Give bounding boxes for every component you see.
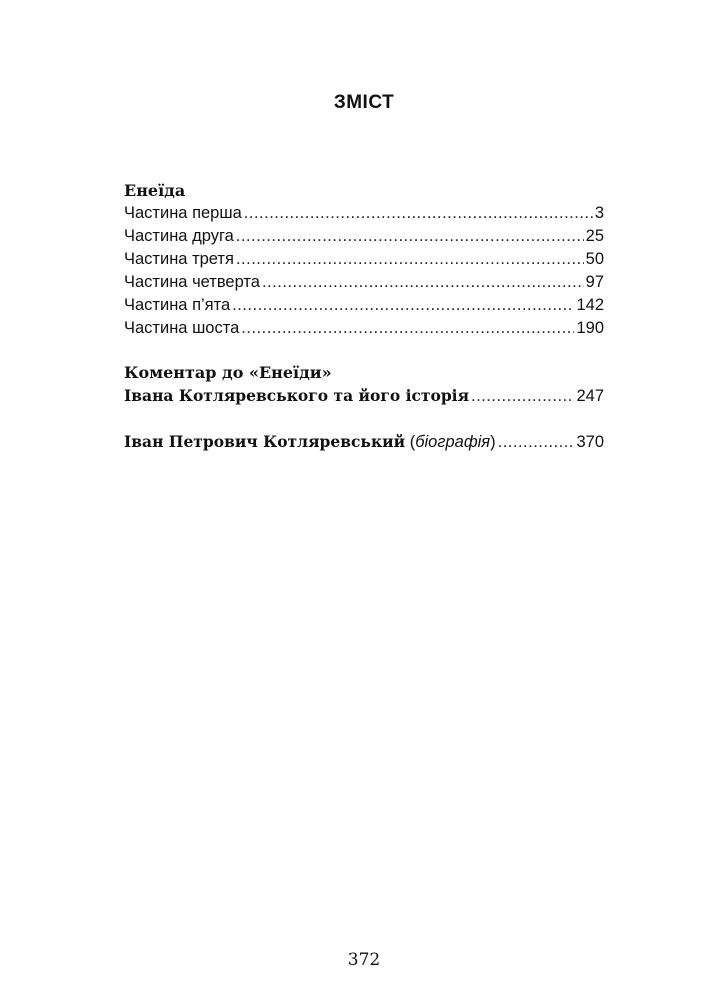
table-of-contents	[124, 180, 604, 454]
dot-leader	[498, 431, 575, 454]
toc-entry-page: 142	[576, 296, 604, 314]
toc-entry-label: Частина шоста	[124, 319, 240, 337]
toc-entry-commentary[interactable]	[124, 384, 604, 408]
dot-leader	[236, 225, 584, 248]
dot-leader	[236, 248, 584, 271]
toc-entry-label: Частина п’ята	[124, 296, 231, 314]
spacer	[124, 340, 604, 362]
page-number: 372	[347, 950, 381, 970]
toc-entry[interactable]	[124, 202, 604, 225]
toc-entry-page: 50	[585, 250, 604, 268]
toc-entry-label: Івана Котляревського та його історія	[124, 386, 470, 405]
toc-entry-label: Частина четверта	[124, 273, 260, 291]
toc-entry[interactable]	[124, 294, 604, 317]
spacer	[124, 408, 604, 430]
toc-entry[interactable]	[124, 248, 604, 271]
toc-entry-page: 370	[576, 433, 604, 451]
dot-leader	[471, 385, 574, 408]
section-title-commentary: Коментар до «Енеїди»	[124, 363, 332, 382]
dot-leader	[244, 202, 593, 225]
section-title-eneida: Енеїда	[124, 181, 186, 200]
page-title: ЗМІСТ	[333, 92, 395, 113]
author-name: Іван Петрович Котляревський	[124, 432, 406, 451]
toc-entry[interactable]	[124, 317, 604, 340]
toc-entry[interactable]	[124, 271, 604, 294]
toc-entry-page: 190	[576, 319, 604, 337]
toc-entry-page: 97	[585, 273, 604, 291]
toc-entry-page: 25	[585, 227, 604, 245]
close-paren: )	[490, 433, 496, 451]
biography-note: біографія	[415, 433, 491, 451]
open-paren: (	[405, 433, 416, 451]
dot-leader	[232, 294, 574, 317]
toc-entry-biography[interactable]	[124, 430, 604, 454]
toc-entry-label: Частина друга	[124, 227, 234, 245]
toc-entry-page: 247	[576, 387, 604, 405]
dot-leader	[241, 317, 574, 340]
toc-entry[interactable]	[124, 225, 604, 248]
toc-entry-page: 3	[594, 204, 604, 222]
toc-entry-label: Частина перша	[124, 204, 242, 222]
toc-entry-label: Частина третя	[124, 250, 234, 268]
dot-leader	[262, 271, 584, 294]
toc-entry-label	[124, 430, 496, 454]
